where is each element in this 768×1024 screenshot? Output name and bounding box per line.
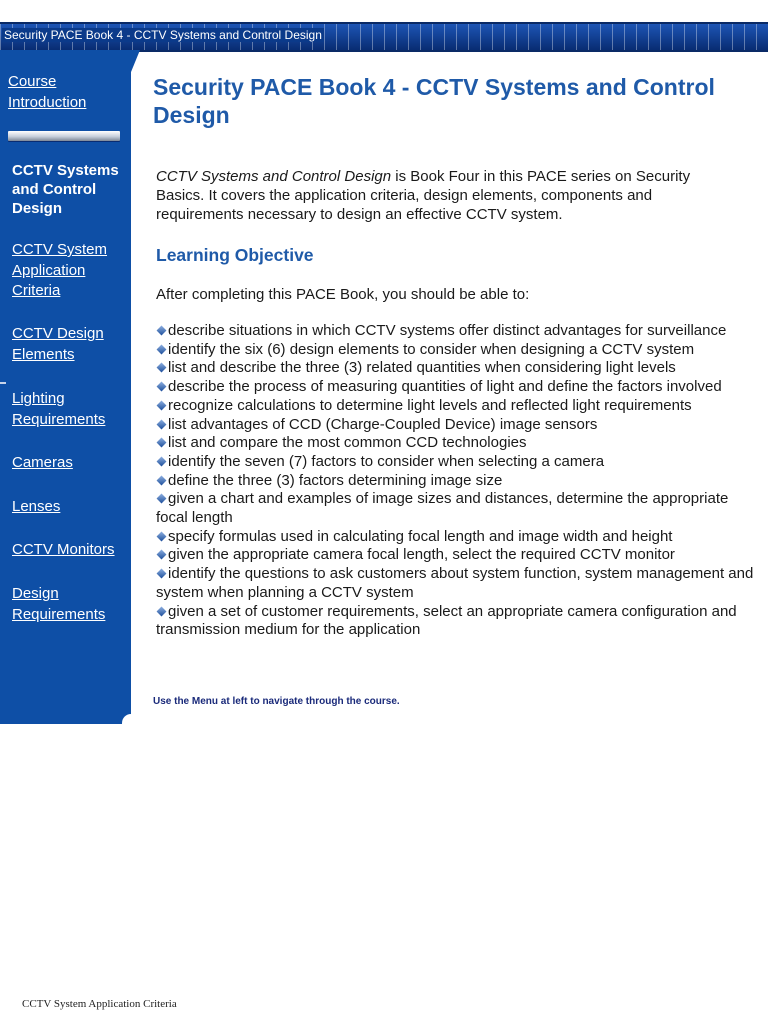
- intro-text: is Book Four in this PACE series on Security Basics. It covers the application criteria, design elements, components and requirements necessary to design an effective CCTV system.: [156, 168, 691, 223]
- diamond-bullet-icon: [157, 494, 167, 504]
- nav-cameras[interactable]: Cameras: [12, 454, 73, 471]
- nav-design-requirements[interactable]: Design Requirements: [12, 585, 106, 623]
- nav-cctv-monitors[interactable]: CCTV Monitors: [12, 541, 115, 558]
- learning-objective-heading: Learning Objective: [156, 245, 314, 265]
- sidebar-separator: [8, 131, 120, 141]
- diamond-bullet-icon: [157, 456, 167, 466]
- intro-book-title: CCTV Systems and Control Design: [156, 168, 392, 185]
- diamond-bullet-icon: [157, 438, 167, 448]
- objective-item: specify formulas used in calculating focal length and image width and height: [156, 528, 756, 547]
- diamond-bullet-icon: [157, 550, 167, 560]
- nav-cctv-design-elements[interactable]: CCTV Design Elements: [12, 325, 104, 363]
- page-title: Security PACE Book 4 - CCTV Systems and Control Design: [153, 74, 715, 128]
- banner-title: Security PACE Book 4 - CCTV Systems and Control Design: [4, 28, 322, 42]
- diamond-bullet-icon: [157, 344, 167, 354]
- footer-page-label: CCTV System Application Criteria: [22, 998, 177, 1010]
- diamond-bullet-icon: [157, 475, 167, 485]
- objective-item: recognize calculations to determine light levels and reflected light requirements: [156, 397, 756, 416]
- diamond-bullet-icon: [157, 382, 167, 392]
- nav-lenses[interactable]: Lenses: [12, 498, 61, 515]
- sidebar-marker: [0, 382, 6, 384]
- diamond-bullet-icon: [157, 531, 167, 541]
- nav-cctv-system-application-criteria[interactable]: CCTV System Application Criteria: [12, 241, 108, 299]
- diamond-bullet-icon: [157, 569, 167, 579]
- objective-item: given a chart and examples of image sizes and distances, determine the appropriate focal length: [156, 490, 729, 527]
- objective-item: describe situations in which CCTV systems offer distinct advantages for surveillance: [156, 322, 756, 341]
- diamond-bullet-icon: [157, 400, 167, 410]
- objective-item: list advantages of CCD (Charge-Coupled Device) image sensors: [156, 416, 756, 435]
- objective-item: define the three (3) factors determining image size: [156, 472, 756, 491]
- objectives-lead-in: After completing this PACE Book, you should be able to:: [156, 286, 530, 303]
- objective-item: identify the seven (7) factors to consider when selecting a camera: [156, 453, 756, 472]
- diamond-bullet-icon: [157, 326, 167, 336]
- diamond-bullet-icon: [157, 419, 167, 429]
- nav-course-introduction[interactable]: Course Introduction: [8, 73, 87, 111]
- nav-current-section: CCTV Systems and Control Design: [12, 162, 119, 217]
- diamond-bullet-icon: [157, 606, 167, 616]
- intro-paragraph: [156, 167, 736, 224]
- nav-lighting-requirements[interactable]: Lighting Requirements: [12, 390, 106, 428]
- objective-item: list and compare the most common CCD technologies: [156, 434, 756, 453]
- objective-item: identify the questions to ask customers about system function, system management and system when planning a CCTV system: [156, 565, 754, 601]
- objective-item: identify the six (6) design elements to consider when designing a CCTV system: [156, 341, 756, 360]
- objective-item: given the appropriate camera focal length, select the required CCTV monitor: [156, 546, 756, 565]
- top-banner: [0, 22, 768, 52]
- navigation-hint: Use the Menu at left to navigate through the course.: [153, 696, 400, 707]
- sidebar-notch: [131, 50, 140, 72]
- objectives-list: [156, 322, 756, 640]
- diamond-bullet-icon: [157, 363, 167, 373]
- objective-item: list and describe the three (3) related quantities when considering light levels: [156, 359, 756, 378]
- objective-item: describe the process of measuring quantities of light and define the factors involved: [156, 378, 756, 397]
- objective-item: given a set of customer requirements, select an appropriate camera configuration and transmission medium for the application: [156, 602, 737, 639]
